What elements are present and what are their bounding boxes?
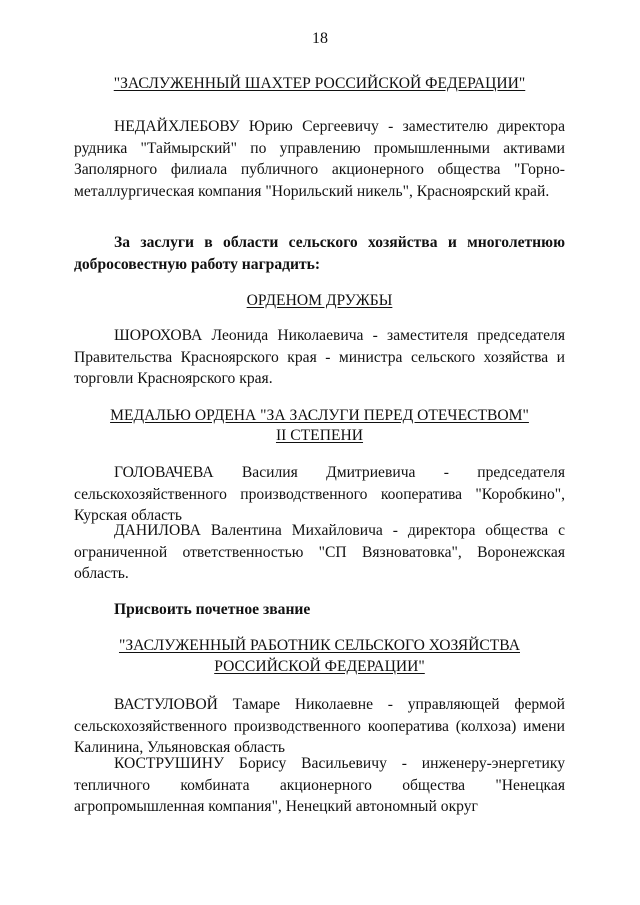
entry-golovachev: ГОЛОВАЧЕВА Василия Дмитриевича - председателя сельскохозяйственного производственного кооператива "Коробкино", Курская область: [74, 464, 565, 524]
title-honored-agri-worker-line2: РОССИЙСКОЙ ФЕДЕРАЦИИ": [214, 658, 425, 675]
title-medal-order-merit-line1: МЕДАЛЬЮ ОРДЕНА "ЗА ЗАСЛУГИ ПЕРЕД ОТЕЧЕСТВОМ": [110, 407, 529, 424]
entry-kostrushin: КОСТРУШИНУ Борису Васильевичу - инженеру-энергетику тепличного комбината акционерного общества "Ненецкая агропромышленная компания", Ненецкий автономный округ: [74, 755, 565, 815]
title-honored-miner: "ЗАСЛУЖЕННЫЙ ШАХТЕР РОССИЙСКОЙ ФЕДЕРАЦИИ": [113, 75, 526, 92]
entry-vastulova: ВАСТУЛОВОЙ Тамаре Николаевне - управляющей фермой сельскохозяйственного производственного кооператива (колхоза) имени Калинина, Ульяновская область: [74, 696, 565, 756]
title-medal-order-merit-line2: II СТЕПЕНИ: [275, 427, 364, 444]
title-honored-agri-worker-line1: "ЗАСЛУЖЕННЫЙ РАБОТНИК СЕЛЬСКОГО ХОЗЯЙСТВА: [118, 637, 520, 654]
entry-danilov: ДАНИЛОВА Валентина Михайловича - директора общества с ограниченной ответственностью "СП Вязноватовка", Воронежская область.: [74, 522, 565, 582]
title-order-of-friendship: ОРДЕНОМ ДРУЖБЫ: [246, 292, 393, 309]
entry-nedaykhlebov: НЕДАЙХЛЕБОВУ Юрию Сергеевичу - заместителю директора рудника "Таймырский" по управлению промышленными активами Заполярного филиала публичного акционерного общества "Горно-металлургическая компания "Норильский никель", Красноярский край.: [74, 118, 565, 200]
page-number: 18: [312, 30, 328, 47]
entry-shorokhov: ШОРОХОВА Леонида Николаевича - заместителя председателя Правительства Красноярского края - министра сельского хозяйства и торговли Красноярского края.: [74, 327, 565, 387]
directive-confer-title: Присвоить почетное звание: [114, 601, 311, 618]
directive-agriculture-merit: За заслуги в области сельского хозяйства и многолетнюю добросовестную работу наградить:: [74, 234, 565, 273]
